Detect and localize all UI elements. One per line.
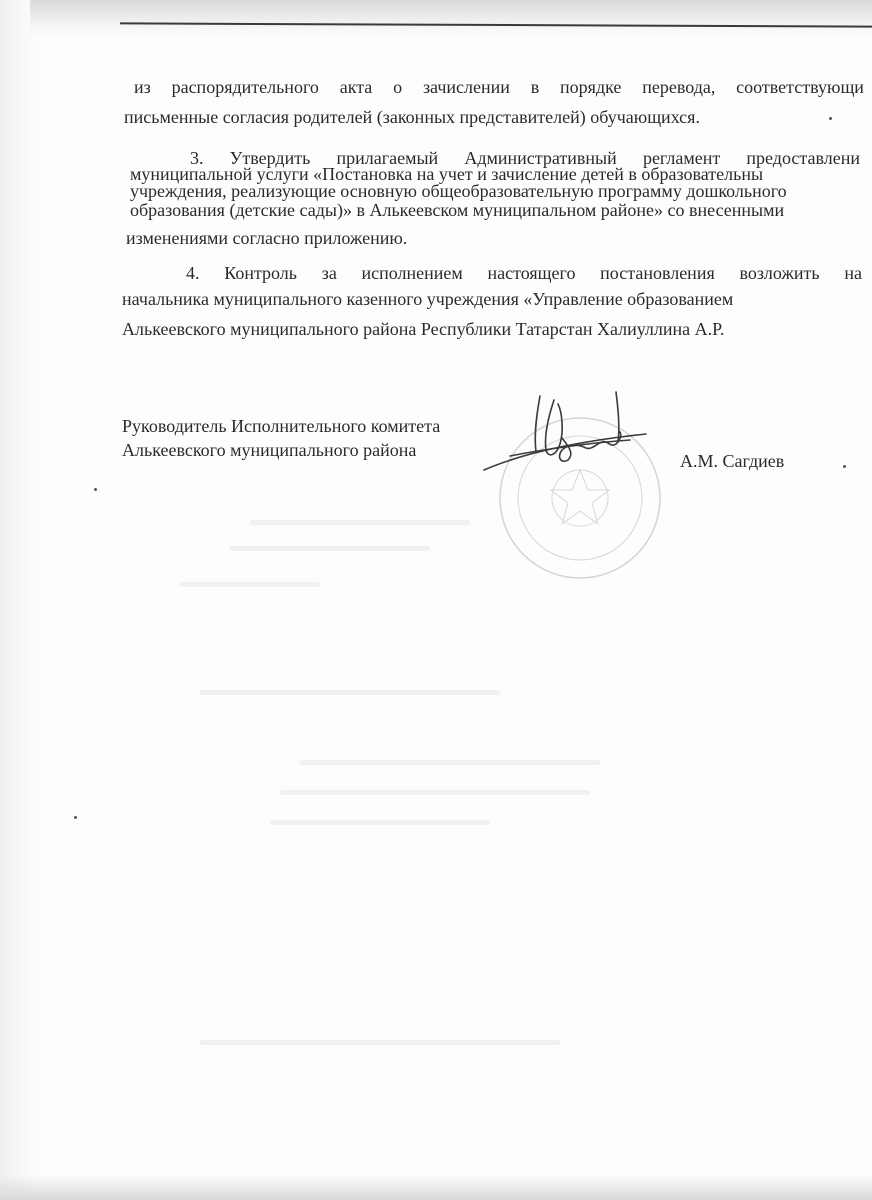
word: настоящего: [487, 263, 576, 283]
word: порядке: [560, 77, 622, 97]
word: перевода,: [642, 77, 716, 97]
word: предоставлени: [746, 148, 860, 168]
bleed-through-mark: [200, 690, 500, 695]
word: на: [844, 263, 862, 283]
paragraph-2-line-1: [134, 76, 864, 98]
scan-top-edge: [30, 0, 872, 36]
bleed-through-mark: [200, 1040, 560, 1045]
paragraph-3-line-4: образования (детские сады)» в Алькеевском муниципальном районе» со внесенными: [130, 200, 785, 220]
paragraph-2-line-2: письменные согласия родителей (законных представителей) обучающихся.: [124, 107, 700, 127]
handwritten-signature: [484, 392, 646, 470]
paragraph-4-line-1: [186, 262, 862, 284]
word: зачислении: [422, 77, 510, 97]
word: из: [134, 77, 151, 97]
word: соответствующи: [736, 77, 864, 97]
word: исполнением: [361, 263, 463, 283]
scan-bottom-edge: [0, 1174, 872, 1200]
bleed-through-mark: [230, 546, 430, 551]
signer-position-line-2: Алькеевского муниципального района: [122, 440, 417, 460]
word: о: [393, 77, 403, 97]
paragraph-3-line-2: муниципальной услуги «Постановка на учет и зачисление детей в образовательны: [130, 164, 764, 184]
word: акта: [339, 77, 373, 97]
word: Контроль: [224, 263, 297, 283]
word: в: [530, 77, 540, 97]
bleed-through-mark: [270, 820, 490, 825]
scan-left-shadow: [0, 0, 38, 1200]
word: возложить: [739, 263, 820, 283]
bleed-through-mark: [300, 760, 600, 765]
scan-speck: [843, 465, 846, 468]
bleed-through-mark: [250, 520, 470, 525]
word: регламент: [642, 148, 721, 168]
word: прилагаемый: [336, 148, 439, 168]
signature-and-seal-image: [470, 378, 700, 598]
word: Административный: [464, 148, 617, 168]
word: 4.: [186, 263, 200, 283]
paragraph-3-line-5: изменениями согласно приложению.: [126, 228, 408, 248]
word: Утвердить: [229, 148, 311, 168]
scan-speck: [74, 816, 77, 819]
signer-position-line-1: Руководитель Исполнительного комитета: [122, 416, 441, 436]
official-seal-stamp: [500, 418, 660, 578]
paragraph-4-line-2: начальника муниципального казенного учреждения «Управление образованием: [122, 289, 734, 309]
scan-speck: [829, 117, 832, 120]
paragraph-4-line-3: Алькеевского муниципального района Республики Татарстан Халиуллина А.Р.: [122, 319, 725, 339]
paragraph-3-line-3: учреждения, реализующие основную общеобразовательную программу дошкольного: [130, 181, 787, 201]
word: постановления: [600, 263, 715, 283]
word: распорядительного: [171, 77, 319, 97]
word: за: [321, 263, 337, 283]
signer-name: А.М. Сагдиев: [680, 451, 785, 471]
bleed-through-mark: [180, 582, 320, 587]
scan-speck: [94, 488, 97, 491]
bleed-through-mark: [280, 790, 590, 795]
word: 3.: [190, 148, 204, 168]
